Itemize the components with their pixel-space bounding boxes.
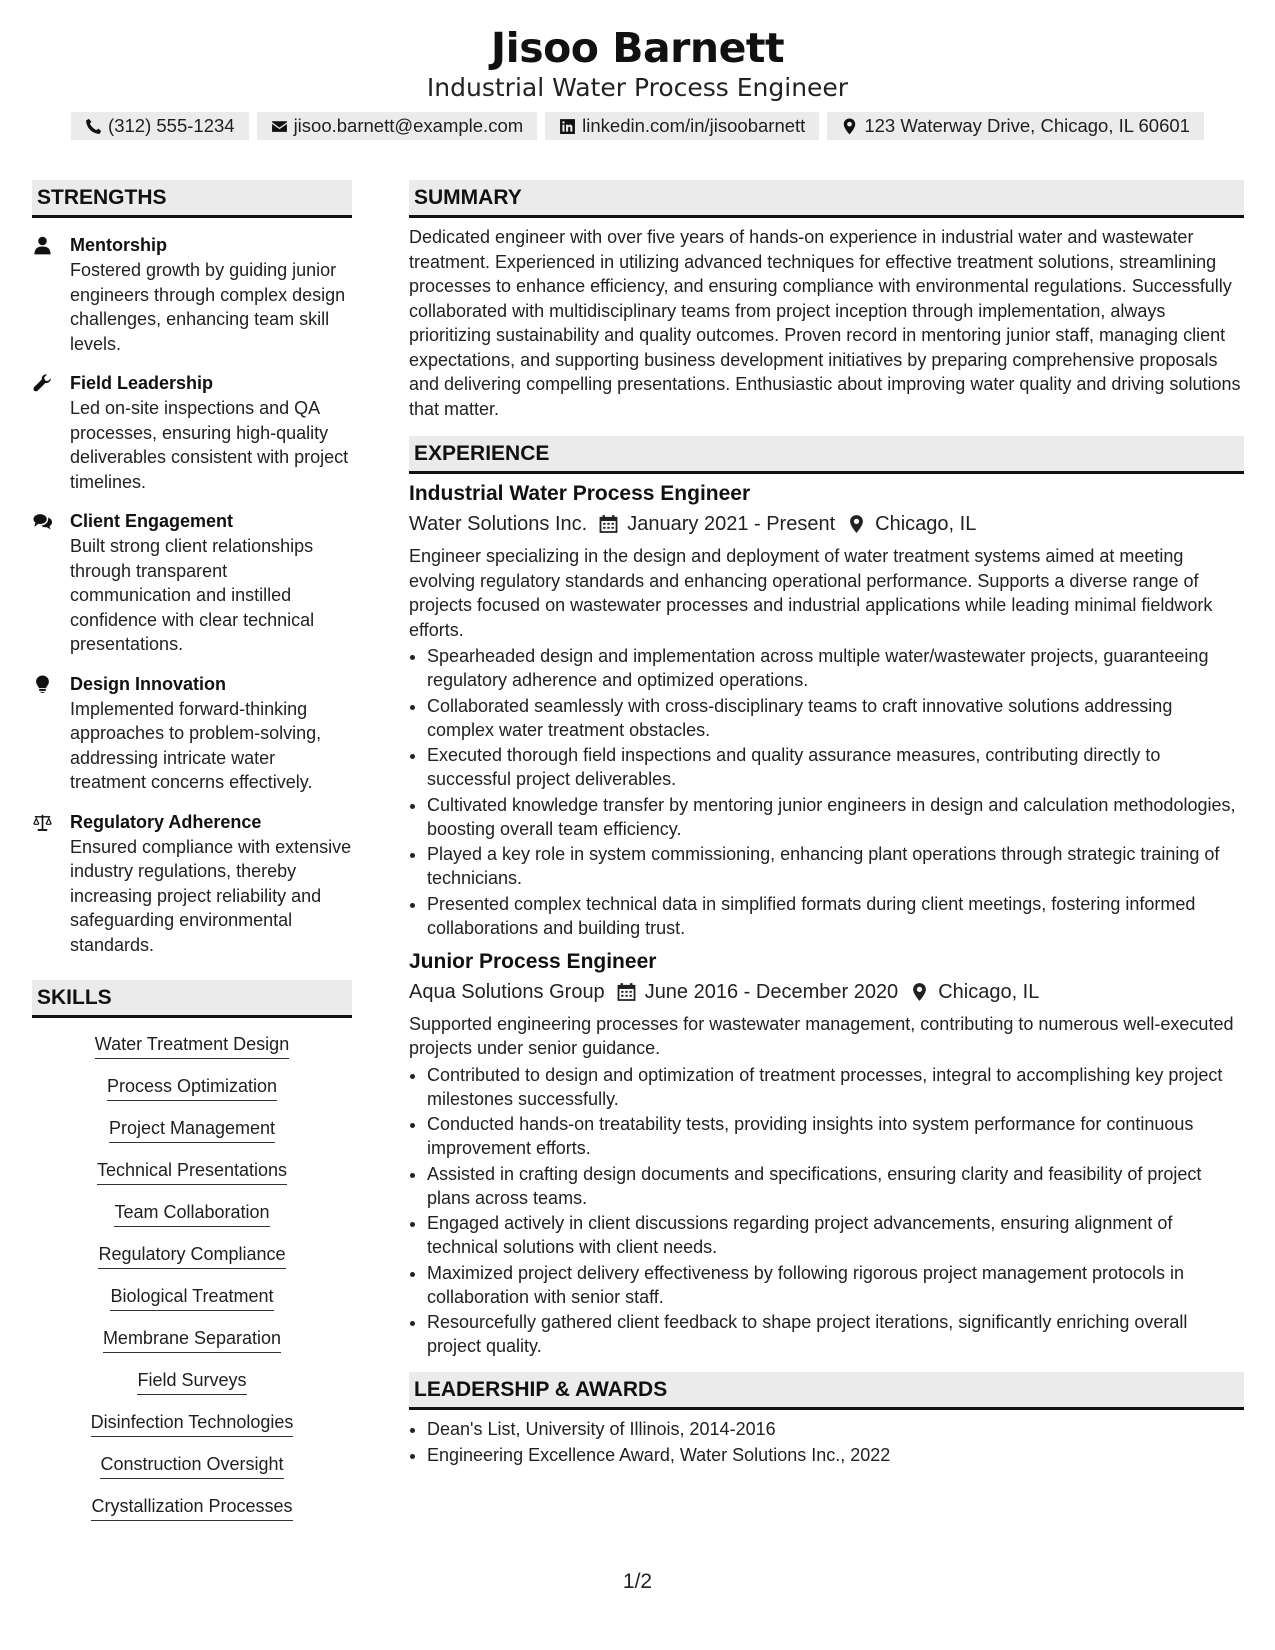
contact-address[interactable] [827,112,1204,140]
strength-item [32,810,352,958]
skill-item: Process Optimization [32,1074,352,1101]
contact-email[interactable] [257,112,538,140]
list-item: • Collaborated seamlessly with cross-disciplinary teams to craft innovative solutions addressing complex water treatment obstacles. [427,694,1244,742]
list-item: • Contributed to design and optimization of treatment processes, integral to accomplishing key project milestones successfully. [427,1063,1244,1111]
left-column [32,180,352,1536]
list-item: • Assisted in crafting design documents and specifications, ensuring clarity and feasibility of project plans across teams. [427,1162,1244,1210]
candidate-title: Industrial Water Process Engineer [426,73,849,102]
map-pin-icon [847,514,866,534]
job-meta [409,978,1244,1006]
list-item: • Engaged actively in client discussions regarding project advancements, ensuring alignment of technical solutions with client needs. [427,1211,1244,1259]
job-location: Chicago, IL [875,513,977,535]
strength-desc: Ensured compliance with extensive industry regulations, thereby increasing project reliability and safeguarding environmental standards. [70,836,352,955]
skill-item: Membrane Separation [32,1326,352,1353]
strength-title: Client Engagement [70,511,234,531]
job-title: Junior Process Engineer [409,949,657,973]
strength-desc: Implemented forward-thinking approaches to problem-solving, addressing intricate water treatment concerns effectively. [70,698,322,792]
skill-item: Technical Presentations [32,1158,352,1185]
summary-heading: SUMMARY [409,180,1244,218]
skills-list [32,1032,352,1521]
job-entry [409,948,1244,1359]
resume-header [0,0,1275,140]
job-description: Engineer specializing in the design and deployment of water treatment systems aimed at meeting evolving regulatory standards and enhancing operational performance. Supports a diverse range of projects focused on wastewater processes and industrial applications while leading minimal fieldwork efforts. [409,546,1213,640]
strengths-heading: STRENGTHS [32,180,352,218]
comments-icon [32,512,53,531]
job-dates: June 2016 - December 2020 [644,980,899,1003]
job-location: Chicago, IL [938,980,1040,1003]
job-dates: January 2021 - Present [627,513,836,535]
calendar-icon [617,982,636,1002]
envelope-icon [271,118,288,135]
strength-title: Regulatory Adherence [70,811,262,832]
strength-item [32,672,352,795]
skill-item: Water Treatment Design [32,1032,352,1059]
contact-phone[interactable] [71,112,249,140]
skill-item: Crystallization Processes [32,1494,352,1521]
experience-heading: EXPERIENCE [409,436,1244,474]
calendar-icon [599,514,618,534]
wrench-icon [32,374,53,393]
skill-item: Biological Treatment [32,1284,352,1311]
phone-text: (312) 555-1234 [108,115,235,136]
skill-item: Project Management [32,1116,352,1143]
page-number: 1/2 [622,1570,653,1593]
right-column [409,180,1244,1468]
job-bullets [409,1063,1244,1359]
job-company: Aqua Solutions Group [409,980,605,1003]
strength-desc: Built strong client relationships through transparent communication and instilled confidence with clear technical presentations. [70,536,315,654]
list-item: • Maximized project delivery effectiveness by following rigorous project management protocols in collaboration with senior staff. [427,1261,1244,1309]
strength-desc: Led on-site inspections and QA processes, ensuring high-quality deliverables consistent with project timelines. [70,398,349,492]
map-pin-icon [841,118,858,135]
list-item: • Cultivated knowledge transfer by mentoring junior engineers in design and calculation methodologies, boosting overall team efficiency. [427,793,1244,841]
job-bullets [409,644,1244,940]
candidate-name: Jisoo Barnett [490,24,785,72]
job-meta [409,510,1244,538]
strength-title: Field Leadership [70,373,214,393]
strength-item [32,233,352,356]
map-pin-icon [910,982,929,1002]
contact-bar [0,112,1275,140]
balance-scale-icon [32,813,53,832]
skill-item: Regulatory Compliance [32,1242,352,1269]
list-item: • Resourcefully gathered client feedback to shape project iterations, significantly enriching overall project quality. [427,1310,1244,1358]
user-icon [32,236,53,255]
list-item: • Engineering Excellence Award, Water Solutions Inc., 2022 [427,1443,1244,1467]
strength-title: Mentorship [70,235,167,255]
strength-title: Design Innovation [70,673,227,694]
list-item: • Presented complex technical data in simplified formats during client meetings, fostering informed collaborations and building trust. [427,892,1244,940]
contact-linkedin[interactable] [545,112,819,140]
phone-icon [85,118,102,135]
email-text: jisoo.barnett@example.com [293,115,524,136]
skill-item: Field Surveys [32,1368,352,1395]
job-company: Water Solutions Inc. [409,513,588,535]
strength-desc: Fostered growth by guiding junior engineers through complex design challenges, enhancing team skill levels. [70,260,346,354]
list-item: • Spearheaded design and implementation across multiple water/wastewater projects, guaranteeing regulatory adherence and optimized operations. [427,644,1244,692]
linkedin-text: linkedin.com/in/jisoobarnett [582,115,806,136]
skill-item: Construction Oversight [32,1452,352,1479]
list-item: • Executed thorough field inspections and quality assurance measures, contributing directly to successful project deliverables. [427,743,1244,791]
skill-item: Disinfection Technologies [32,1410,352,1437]
summary-text: Dedicated engineer with over five years of hands-on experience in industrial water and wastewater treatment. Experienced in utilizing advanced techniques for effective treatment solutions, streamlining processes to enhance efficiency, and ensuring compliance with environmental regulations. Successfully collaborated with multidisciplinary teams from project inception through implementation, always prioritizing sustainability and quality outcomes. Proven record in mentoring junior staff, managing client expectations, and supporting business development initiatives by preparing comprehensive proposals and delivering compelling presentations. Enthusiastic about improving water quality and driving solutions that matter. [409,227,1241,419]
list-item: • Dean's List, University of Illinois, 2014-2016 [427,1417,1244,1441]
job-entry [409,480,1244,940]
lightbulb-icon [32,675,53,694]
strength-item [32,371,352,494]
awards-heading: LEADERSHIP & AWARDS [409,1372,1244,1410]
skills-heading: SKILLS [32,980,352,1018]
job-description: Supported engineering processes for wastewater management, contributing to numerous well-executed projects under senior guidance. [409,1013,1234,1058]
awards-list [409,1417,1244,1467]
strength-item [32,509,352,657]
list-item: • Played a key role in system commissioning, enhancing plant operations through strategic training of technicians. [427,842,1244,890]
linkedin-icon [559,118,576,135]
job-title: Industrial Water Process Engineer [409,482,751,505]
address-text: 123 Waterway Drive, Chicago, IL 60601 [864,115,1190,136]
skill-item: Team Collaboration [32,1200,352,1227]
list-item: • Conducted hands-on treatability tests, providing insights into system performance for continuous improvement efforts. [427,1112,1244,1160]
